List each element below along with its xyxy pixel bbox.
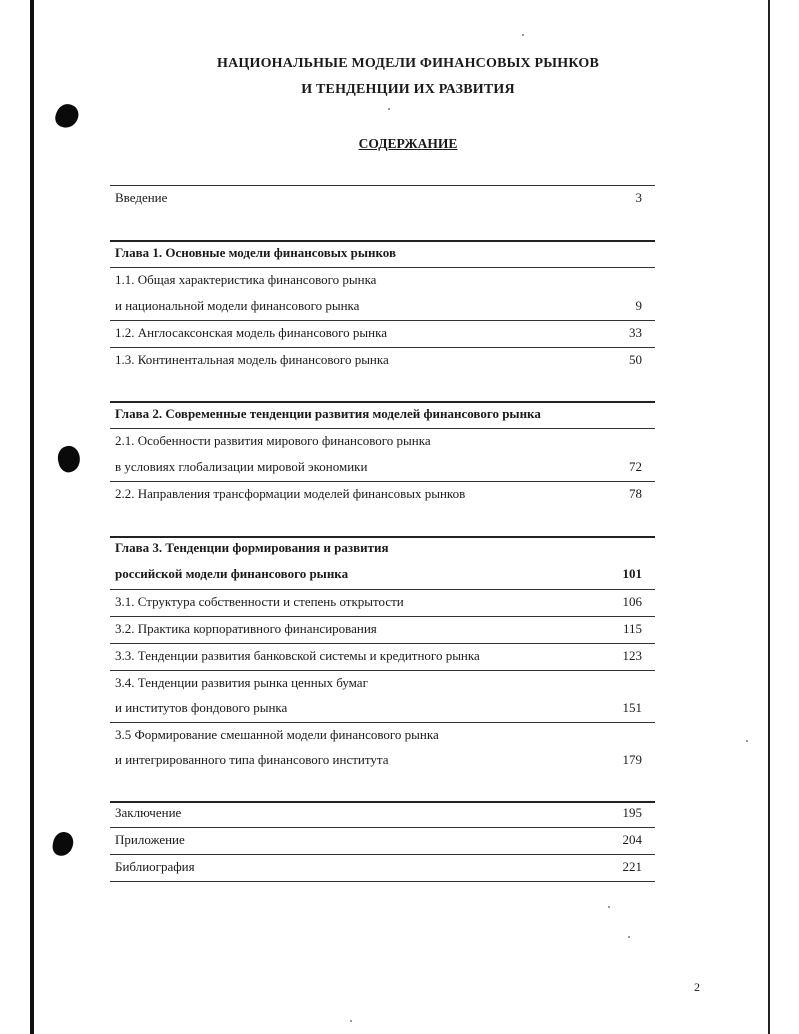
toc-page-3-3: 123 — [622, 648, 642, 663]
document-title-line2: И ТЕНДЕНЦИИ ИХ РАЗВИТИЯ — [301, 82, 515, 97]
toc-entry-appendix: Приложение — [115, 832, 185, 847]
toc-divider — [110, 185, 655, 186]
toc-page-bibliography: 221 — [622, 859, 642, 874]
toc-divider — [110, 347, 655, 348]
toc-entry-1-1: 1.1. Общая характеристика финансового рынка — [115, 272, 377, 287]
toc-chapter-3-cont: российской модели финансового рынка — [115, 566, 349, 581]
toc-divider — [110, 881, 655, 882]
toc-page-2-1: 72 — [629, 459, 642, 474]
scan-speck — [350, 1020, 352, 1022]
toc-page-3-2: 115 — [622, 621, 642, 636]
toc-page-3-4: 151 — [622, 700, 642, 715]
punch-hole-mark — [51, 830, 75, 857]
toc-entry-2-1-cont: в условиях глобализации мировой экономики — [115, 459, 368, 474]
toc-chapter-2: Глава 2. Современные тенденции развития моделей финансового рынка — [115, 406, 541, 421]
toc-divider — [110, 827, 655, 828]
toc-divider — [110, 589, 655, 590]
toc-entry-3-3: 3.3. Тенденции развития банковской системы и кредитного рынка — [115, 648, 480, 663]
toc-divider — [110, 481, 655, 482]
toc-divider — [110, 854, 655, 855]
toc-entry-2-2: 2.2. Направления трансформации моделей финансовых рынков — [115, 486, 466, 501]
toc-divider — [110, 536, 655, 538]
toc-entry-3-5: 3.5 Формирование смешанной модели финансового рынка — [115, 727, 439, 742]
scan-speck — [608, 906, 610, 908]
toc-page-chapter-3: 101 — [622, 566, 642, 581]
toc-divider — [110, 240, 655, 242]
punch-hole-mark — [55, 444, 83, 475]
toc-entry-1-3: 1.3. Континентальная модель финансового рынка — [115, 352, 389, 367]
scan-border-left — [30, 0, 34, 1034]
toc-page-2-2: 78 — [629, 486, 642, 501]
toc-heading: СОДЕРЖАНИЕ — [358, 136, 458, 151]
document-title-line1: НАЦИОНАЛЬНЫЕ МОДЕЛИ ФИНАНСОВЫХ РЫНКОВ — [217, 56, 599, 71]
toc-entry-conclusion: Заключение — [115, 805, 182, 820]
toc-divider — [110, 428, 655, 429]
toc-chapter-1: Глава 1. Основные модели финансовых рынков — [115, 245, 397, 260]
toc-divider — [110, 643, 655, 644]
punch-hole-mark — [53, 101, 82, 131]
toc-page-1-1: 9 — [635, 298, 642, 313]
toc-entry-3-1: 3.1. Структура собственности и степень открытости — [115, 594, 404, 609]
toc-chapter-3: Глава 3. Тенденции формирования и развития — [115, 540, 389, 555]
toc-page-1-3: 50 — [629, 352, 642, 367]
toc-divider — [110, 801, 655, 803]
toc-divider — [110, 616, 655, 617]
toc-divider — [110, 320, 655, 321]
toc-page-intro: 3 — [635, 190, 642, 205]
toc-divider — [110, 267, 655, 268]
toc-entry-3-2: 3.2. Практика корпоративного финансирования — [115, 621, 377, 636]
toc-entry-2-1: 2.1. Особенности развития мирового финансового рынка — [115, 433, 431, 448]
scan-speck — [628, 936, 630, 938]
toc-entry-1-2: 1.2. Англосаксонская модель финансового рынка — [115, 325, 388, 340]
scan-border-right — [768, 0, 770, 1034]
toc-page-conclusion: 195 — [622, 805, 642, 820]
toc-entry-1-1-cont: и национальной модели финансового рынка — [115, 298, 360, 313]
toc-divider — [110, 722, 655, 723]
toc-entry-3-4: 3.4. Тенденции развития рынка ценных бумаг — [115, 675, 368, 690]
scan-speck — [522, 34, 524, 36]
toc-divider — [110, 401, 655, 403]
scan-speck — [388, 108, 390, 110]
page-number: 2 — [694, 980, 700, 994]
toc-entry-3-4-cont: и институтов фондового рынка — [115, 700, 288, 715]
toc-page-appendix: 204 — [622, 832, 642, 847]
toc-entry-bibliography: Библиография — [115, 859, 195, 874]
scan-speck — [746, 740, 748, 742]
toc-page-3-1: 106 — [622, 594, 642, 609]
toc-page-1-2: 33 — [629, 325, 642, 340]
toc-entry-intro: Введение — [115, 190, 168, 205]
toc-page-3-5: 179 — [622, 752, 642, 767]
toc-entry-3-5-cont: и интегрированного типа финансового института — [115, 752, 389, 767]
toc-divider — [110, 670, 655, 671]
